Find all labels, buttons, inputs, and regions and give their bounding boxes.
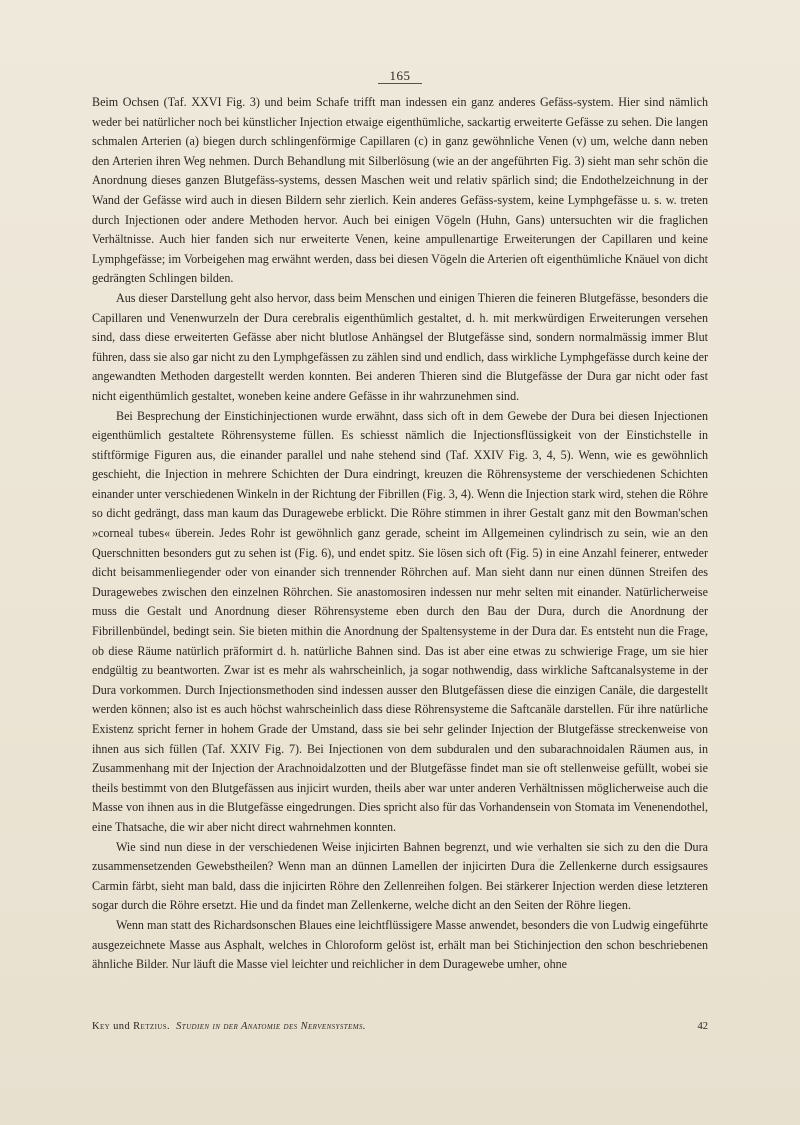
page-footer bbox=[92, 1021, 708, 1032]
paper-stain bbox=[538, 858, 542, 862]
paragraph: Wenn man statt des Richardsonschen Blaues eine leichtflüssigere Masse anwendet, besonders die von Ludwig eingeführte ausgezeichnete Masse aus Asphalt, welches in Chloroform gelöst ist, erhält man bei Stichinjection den schon beschriebenen ähnliche Bilder. Nur läuft die Masse viel leichter und reichlicher in dem Duragewebe umher, ohne bbox=[92, 917, 708, 972]
paragraph: Wie sind nun diese in der verschiedenen Weise injicirten Bahnen begrenzt, und wie verhalten sie sich zu den die Dura zusammensetzenden Gewebstheilen? Wenn man an dünnen Lamellen der injicirten Dura die Zellenkerne durch essigsaures Carmin färbt, sieht man bald, dass die injicirten Röhre den Zellenreihen folgen. Bei stärkerer Injection werden diese letzteren sogar durch die Röhre ersetzt. Hie und da findet man Zellenkerne, welche dicht an den Seiten der Röhre liegen. bbox=[92, 839, 708, 913]
footer-author-2: Retzius. bbox=[133, 1021, 171, 1032]
paper-stain bbox=[548, 318, 553, 323]
page-number: 165 bbox=[389, 68, 411, 83]
paragraph: Beim Ochsen (Taf. XXVI Fig. 3) und beim Schafe trifft man indessen ein ganz anderes Gefäss-system. Hier sind nämlich weder bei natürlicher noch bei künstlicher Injection etwaige eigenthümliche, sackartig erweiterte Gefässe zu sehen. Die langen schmalen Arterien (a) biegen durch schlingenförmige Capillaren (c) in ganz gewöhnliche Venen (v) um, welche dann neben den Arterien ihren Weg nehmen. Durch Behandlung mit Silberlösung (wie an der angeführten Fig. 3) sieht man sehr schön die Anordnung dieses ganzen Blutgefäss-systems, dessen Maschen weit und relativ spärlich sind; die Endothelzeichnung in der Wand der Gefässe wird auch in diesen Bildern sehr zierlich. Kein anderes Gefäss-system, keine Lymphgefässe u. s. w. treten durch Injectionen oder andere Methoden hervor. Auch bei einigen Vögeln (Huhn, Gans) untersuchten wir die fraglichen Verhältnisse. Auch hier fanden sich nur erweiterte Venen, keine ampullenartige Erweiterungen der Capillaren und keine Lymphgefässe; im Vorbeigehen mag erwähnt werden, dass bei diesen Vögeln die Arterien oft eigenthümliche Knäuel von dicht gedrängten Schlingen bilden. bbox=[92, 95, 708, 286]
footer-author-1: Key bbox=[92, 1021, 111, 1032]
footer-sheet-number: 42 bbox=[697, 1021, 708, 1032]
footer-title: Studien in der Anatomie des Nervensystems. bbox=[176, 1021, 366, 1032]
footer-conjunction: und bbox=[113, 1021, 131, 1032]
footer-authors bbox=[92, 1021, 366, 1032]
paragraph: Aus dieser Darstellung geht also hervor, dass beim Menschen und einigen Thieren die feineren Blutgefässe, besonders die Capillaren und Venenwurzeln der Dura cerebralis eigenthümlich gestaltet, d. h. mit merkwürdigen Erweiterungen versehen sind, dass diese erweiterten Gefässe aber nicht blutlose Anhängsel der Blutgefässe sind, sondern normalmässig immer Blut führen, dass sie also gar nicht zu den Lymphgefässen zu zählen sind und endlich, dass wirkliche Lymphgefässe durch keine der angewandten Methoden dargestellt werden konnten. Bei anderen Thieren sind die Blutgefässe der Dura gar nicht oder fast nicht eigenthümlich gestaltet, woneben keine andere Gefässe in ihr wahrzunehmen sind. bbox=[92, 290, 708, 403]
page-number-rule bbox=[378, 83, 422, 84]
paper-stain bbox=[702, 96, 705, 99]
body-text bbox=[92, 93, 708, 975]
paragraph: Bei Besprechung der Einstichinjectionen wurde erwähnt, dass sich oft in dem Gewebe der Dura bei diesen Injectionen eigenthümlich gestaltete Röhrensysteme füllen. Es schiesst nämlich die Injectionsflüssigkeit von der Einstichstelle in stiftförmige Figuren aus, die einander parallel und nahe stehend sind (Taf. XXIV Fig. 3, 4, 5). Wenn, wie es gewöhnlich geschieht, die Injection in mehrere Schichten der Dura eindringt, kreuzen die Röhrensysteme der verschiedenen Schichten einander unter verschiedenen Winkeln in der Richtung der Fibrillen (Fig. 3, 4). Wenn die Injection stark wird, stehen die Röhre so dicht gedrängt, dass man kaum das Duragewebe erblickt. Die Röhre stimmen in ihrer Gestalt ganz mit den Bowman'schen »corneal tubes« überein. Jedes Rohr ist gewöhnlich ganz gerade, scheint im Allgemeinen cylindrisch zu sein, wie an den Querschnitten besonders gut zu sehen ist (Fig. 6), und endet spitz. Sie lösen sich oft (Fig. 5) in eine Anzahl feinerer, entweder dicht beisammenliegender oder von einander sich trennender Röhrchen auf. Man sieht dann nur einen dünnen Streifen des Duragewebes zwischen den einzelnen Röhrchen. Sie anastomosiren indessen nur mehr selten mit einander. Natürlicherweise muss die Gestalt und Anordnung dieser Röhrensysteme eben durch den Bau der Dura, durch die Anordnung der Fibrillenbündel, bedingt sein. Sie bieten mithin die Anordnung der Spaltensysteme in der Dura dar. Es entsteht nun die Frage, ob diese Räume natürlich präformirt d. h. natürliche Bahnen sind. Das ist aber eine etwas zu schwierige Frage, um sie hier endgültig zu beantworten. Zwar ist es mehr als wahrscheinlich, ja sogar nothwendig, dass wirkliche Saftcanalsysteme in der Dura vorkommen. Durch Injectionsmethoden sind indessen ausser den Blutgefässen diese die einzigen Canäle, die dargestellt werden können; also ist es auch höchst wahrscheinlich dass diese Röhrensysteme die Saftcanäle darstellen. Für ihre natürliche Existenz spricht ferner in hohem Grade der Umstand, dass sie bei sehr gelinder Injection der Blutgefässe streckenweise von ihnen aus sich füllen (Taf. XXIV Fig. 7). Bei Injectionen von dem subduralen und den subarachnoidalen Räumen aus, in Zusammenhang mit der Injection der Arachnoidalzotten und der Blutgefässe findet man sie oft stellenweise gefüllt, wobei sie theils bestimmt von den Blutgefässen aus injicirt wurden, theils aber war unter anderen Verhältnissen möglicherweise auch die Masse von ihnen aus in die Blutgefässe eingedrungen. Dies spricht also für das Vorhandensein von Stomata im Venenendothel, eine Thatsache, die wir aber nicht direct wahrnehmen konnten. bbox=[92, 408, 708, 834]
